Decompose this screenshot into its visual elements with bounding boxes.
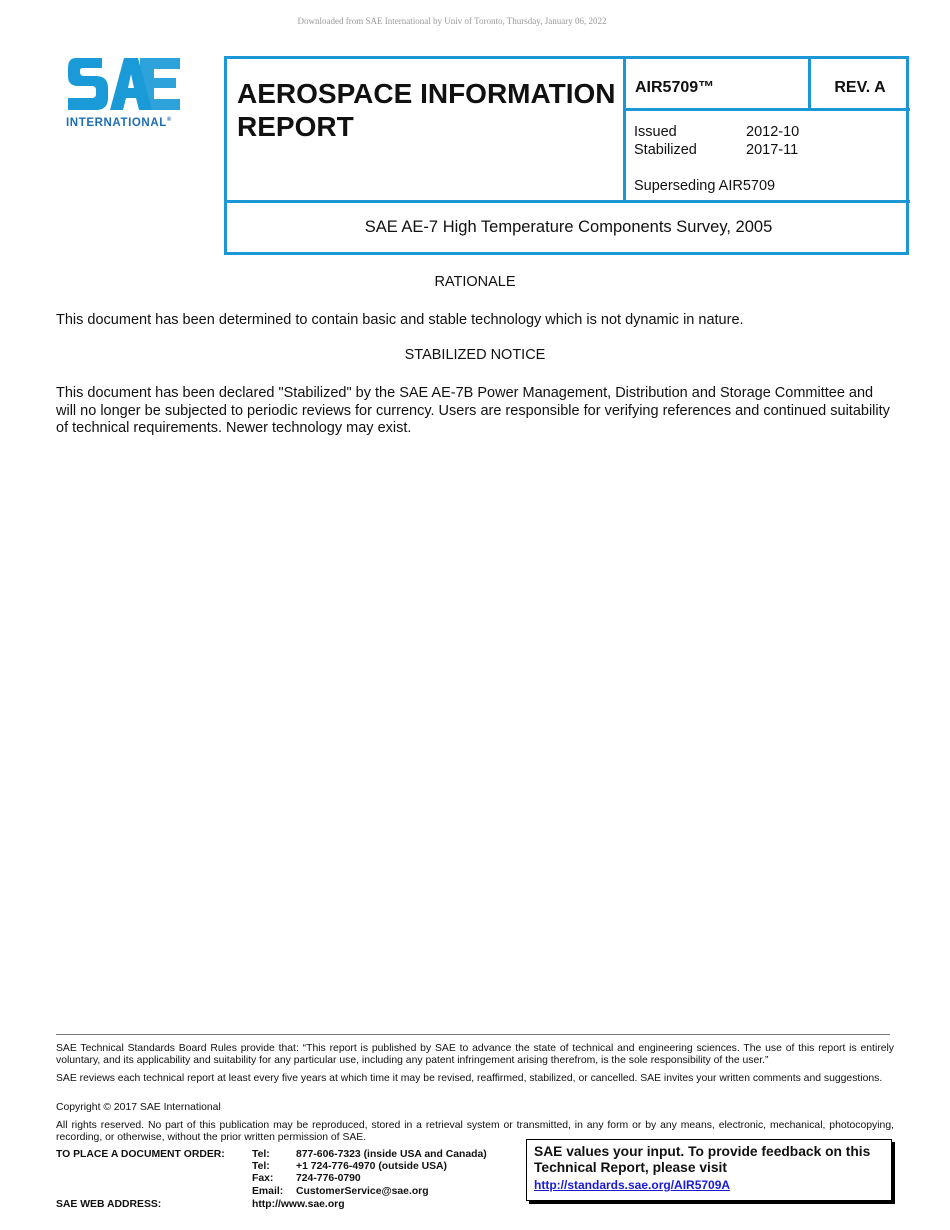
- order-label: TO PLACE A DOCUMENT ORDER:: [56, 1149, 225, 1160]
- footer-rights-text: All rights reserved. No part of this publication may be reproduced, stored in a retrieval system or transmitted, in any form or by any means, electronic, mechanical, photocopying, recording, or otherwise, without the prior written permission of SAE.: [56, 1120, 894, 1143]
- rationale-heading: RATIONALE: [434, 274, 516, 290]
- issued-row: [634, 124, 799, 140]
- footer-rules-text: SAE Technical Standards Board Rules provide that: “This report is published by SAE to advance the state of technical and engineering sciences. The use of this report is entirely voluntary, and its applicability and suitability for any particular use, including any patent infringement arising therefrom, is the sole responsibility of the user.”: [56, 1043, 894, 1066]
- footer-copyright: Copyright © 2017 SAE International: [56, 1102, 221, 1113]
- header-box: [224, 56, 909, 255]
- divider: [808, 59, 811, 110]
- report-type-title: AEROSPACE INFORMATION REPORT: [237, 78, 616, 142]
- document-number: AIR5709™: [635, 79, 715, 96]
- document-title: SAE AE-7 High Temperature Components Survey, 2005: [364, 218, 773, 236]
- rationale-paragraph: This document has been determined to contain basic and stable technology which is not dynamic in nature.: [56, 312, 744, 328]
- web-address-label: SAE WEB ADDRESS:: [56, 1199, 162, 1210]
- issued-label: Issued: [634, 124, 677, 140]
- revision-label: REV. A: [834, 79, 886, 96]
- sae-logo: [66, 54, 191, 134]
- web-address[interactable]: http://www.sae.org: [252, 1199, 345, 1210]
- contact-tel-domestic: Tel: 877-606-7323 (inside USA and Canada): [252, 1149, 487, 1160]
- divider: [623, 108, 910, 111]
- stabilized-label: Stabilized: [634, 142, 697, 158]
- feedback-box: [526, 1139, 892, 1201]
- divider: [227, 200, 910, 203]
- superseding-note: Superseding AIR5709: [634, 178, 776, 194]
- stabilized-notice-heading: STABILIZED NOTICE: [404, 347, 546, 363]
- feedback-link[interactable]: http://standards.sae.org/AIR5709A: [534, 1178, 731, 1192]
- feedback-text: SAE values your input. To provide feedback on this Technical Report, please visit: [534, 1144, 871, 1175]
- stabilized-date: 2017-11: [746, 142, 799, 158]
- issued-date: 2012-10: [746, 124, 800, 140]
- contact-tel-international: Tel: +1 724-776-4970 (outside USA): [252, 1161, 448, 1172]
- stabilized-row: [634, 142, 798, 158]
- contact-email: Email: CustomerService@sae.org: [252, 1186, 429, 1197]
- contact-fax: Fax: 724-776-0790: [252, 1173, 361, 1184]
- stabilized-notice-paragraph: This document has been declared "Stabilized" by the SAE AE-7B Power Management, Distribution and Storage Committee and will no longer be subjected to periodic reviews for currency. Users are responsible for verifying references and continued suitability of technical requirements. Newer technology may exist.: [56, 385, 890, 436]
- logo-subtitle: INTERNATIONAL®: [66, 117, 172, 129]
- footer-review-text: SAE reviews each technical report at least every five years at which time it may be revised, reaffirmed, stabilized, or cancelled. SAE invites your written comments and suggestions.: [56, 1073, 883, 1084]
- divider: [623, 59, 626, 201]
- footer-divider: [56, 1034, 890, 1035]
- sae-logo-mark: [66, 54, 182, 114]
- download-notice: Downloaded from SAE International by Univ of Toronto, Thursday, January 06, 2022: [297, 16, 607, 26]
